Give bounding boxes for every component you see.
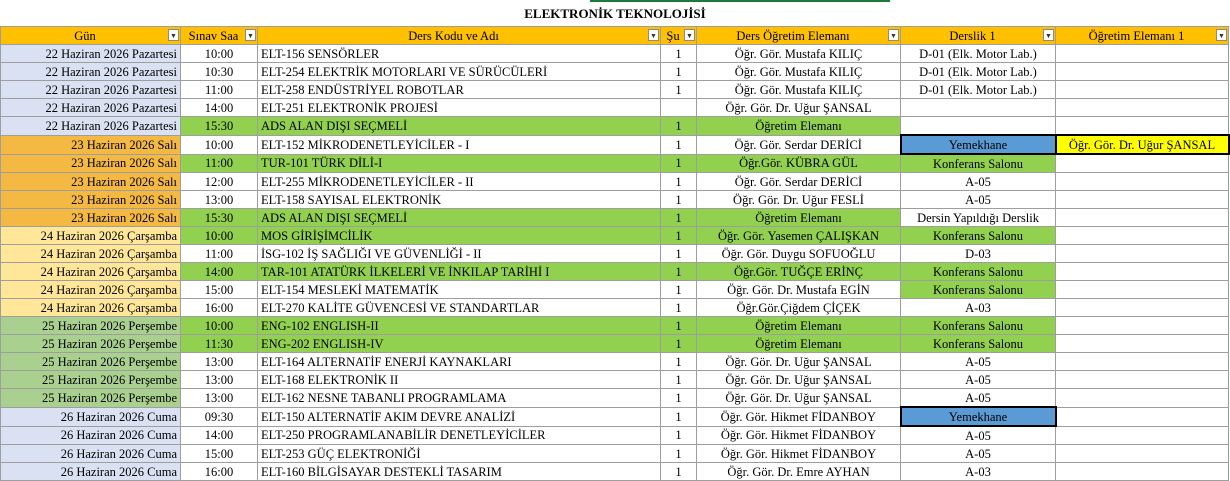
- table-row: [1, 463, 1229, 481]
- header-extra-label: Öğretim Elemanı 1: [1088, 28, 1185, 43]
- extra-cell[interactable]: [1056, 81, 1229, 99]
- date-cell[interactable]: 25 Haziran 2026 Perşembe: [1, 335, 181, 353]
- room-cell[interactable]: D-01 (Elk. Motor Lab.): [901, 81, 1056, 99]
- room-cell[interactable]: Konferans Salonu: [901, 335, 1056, 353]
- date-cell[interactable]: 24 Haziran 2026 Çarşamba: [1, 227, 181, 245]
- table-row: [1, 81, 1229, 99]
- date-cell[interactable]: 26 Haziran 2026 Cuma: [1, 445, 181, 463]
- extra-cell[interactable]: [1056, 389, 1229, 408]
- date-cell[interactable]: 25 Haziran 2026 Perşembe: [1, 353, 181, 371]
- course-cell[interactable]: ELT-164 ALTERNATİF ENERJİ KAYNAKLARI: [258, 353, 661, 371]
- time-cell[interactable]: 15:30: [181, 117, 258, 136]
- course-cell[interactable]: ADS ALAN DIŞI SEÇMELİ: [258, 209, 661, 227]
- header-row: [1, 27, 1229, 45]
- sube-cell[interactable]: [661, 99, 697, 117]
- table-row: [1, 209, 1229, 227]
- course-cell[interactable]: ELT-158 SAYISAL ELEKTRONİK: [258, 191, 661, 209]
- sube-cell[interactable]: 1: [661, 135, 697, 154]
- time-cell[interactable]: 11:00: [181, 154, 258, 173]
- date-cell[interactable]: 25 Haziran 2026 Perşembe: [1, 371, 181, 389]
- time-cell[interactable]: 10:00: [181, 227, 258, 245]
- time-cell[interactable]: 15:00: [181, 445, 258, 463]
- exam-schedule-table: [0, 26, 1230, 481]
- sube-cell[interactable]: 1: [661, 389, 697, 408]
- extra-cell[interactable]: [1056, 371, 1229, 389]
- extra-cell[interactable]: [1056, 245, 1229, 263]
- header-course-label: Ders Kodu ve Adı: [408, 28, 499, 43]
- time-cell[interactable]: 13:00: [181, 353, 258, 371]
- filter-dropdown-icon[interactable]: ▼: [684, 29, 695, 41]
- header-teacher-label: Ders Öğretim Elemanı: [736, 28, 850, 43]
- course-cell[interactable]: İSG-102 İŞ SAĞLIĞI VE GÜVENLİĞİ - II: [258, 245, 661, 263]
- course-cell[interactable]: ELT-154 MESLEKİ MATEMATİK: [258, 281, 661, 299]
- room-cell[interactable]: D-01 (Elk. Motor Lab.): [901, 45, 1056, 63]
- time-cell[interactable]: 14:00: [181, 426, 258, 445]
- sube-cell[interactable]: 1: [661, 371, 697, 389]
- room-cell[interactable]: A-05: [901, 173, 1056, 191]
- sheet-title: ELEKTRONİK TEKNOLOJİSİ: [524, 6, 706, 21]
- sube-cell[interactable]: 1: [661, 335, 697, 353]
- sube-cell[interactable]: 1: [661, 191, 697, 209]
- room-cell[interactable]: Yemekhane: [901, 407, 1056, 426]
- table-row: [1, 99, 1229, 117]
- table-row: [1, 191, 1229, 209]
- table-row: [1, 353, 1229, 371]
- time-cell[interactable]: 09:30: [181, 407, 258, 426]
- teacher-cell[interactable]: Öğr. Gör. Serdar DERİCİ: [697, 173, 901, 191]
- teacher-cell[interactable]: Öğr.Gör.Çiğdem ÇİÇEK: [697, 299, 901, 317]
- teacher-cell[interactable]: Öğretim Elemanı: [697, 209, 901, 227]
- sube-cell[interactable]: 1: [661, 63, 697, 81]
- sube-cell[interactable]: 1: [661, 117, 697, 136]
- room-cell[interactable]: A-05: [901, 389, 1056, 408]
- header-room-label: Derslik 1: [949, 28, 996, 43]
- course-cell[interactable]: ADS ALAN DIŞI SEÇMELİ: [258, 117, 661, 136]
- time-cell[interactable]: 14:00: [181, 263, 258, 281]
- teacher-cell[interactable]: Öğr. Gör. Dr. Uğur FESLİ: [697, 191, 901, 209]
- course-cell[interactable]: ELT-162 NESNE TABANLI PROGRAMLAMA: [258, 389, 661, 408]
- time-cell[interactable]: 12:00: [181, 173, 258, 191]
- date-cell[interactable]: 26 Haziran 2026 Cuma: [1, 463, 181, 481]
- table-row: [1, 245, 1229, 263]
- course-cell[interactable]: ENG-202 ENGLISH-IV: [258, 335, 661, 353]
- course-cell[interactable]: ELT-254 ELEKTRİK MOTORLARI VE SÜRÜCÜLERİ: [258, 63, 661, 81]
- header-extra-cell[interactable]: [1056, 27, 1229, 45]
- table-row: [1, 227, 1229, 245]
- table-row: [1, 317, 1229, 335]
- filter-dropdown-icon[interactable]: ▼: [1043, 29, 1054, 41]
- sube-cell[interactable]: 1: [661, 45, 697, 63]
- header-date-cell[interactable]: [1, 27, 181, 45]
- course-cell[interactable]: ELT-250 PROGRAMLANABİLİR DENETLEYİCİLER: [258, 426, 661, 445]
- time-cell[interactable]: 10:00: [181, 317, 258, 335]
- sube-cell[interactable]: 1: [661, 463, 697, 481]
- extra-cell[interactable]: [1056, 227, 1229, 245]
- table-row: [1, 389, 1229, 408]
- room-cell[interactable]: Konferans Salonu: [901, 263, 1056, 281]
- teacher-cell[interactable]: Öğr. Gör. Dr. Mustafa EGİN: [697, 281, 901, 299]
- room-cell[interactable]: A-03: [901, 463, 1056, 481]
- table-row: [1, 263, 1229, 281]
- date-cell[interactable]: 26 Haziran 2026 Cuma: [1, 426, 181, 445]
- course-cell[interactable]: ELT-160 BİLGİSAYAR DESTEKLİ TASARIM: [258, 463, 661, 481]
- extra-cell[interactable]: Öğr. Gör. Dr. Uğur ŞANSAL: [1056, 135, 1229, 154]
- extra-cell[interactable]: [1056, 263, 1229, 281]
- date-cell[interactable]: 24 Haziran 2026 Çarşamba: [1, 263, 181, 281]
- extra-cell[interactable]: [1056, 191, 1229, 209]
- teacher-cell[interactable]: Öğr. Gör. Dr. Uğur ŞANSAL: [697, 389, 901, 408]
- date-cell[interactable]: 23 Haziran 2026 Salı: [1, 135, 181, 154]
- room-cell[interactable]: A-05: [901, 445, 1056, 463]
- extra-cell[interactable]: [1056, 426, 1229, 445]
- time-cell[interactable]: 13:00: [181, 191, 258, 209]
- course-cell[interactable]: ELT-251 ELEKTRONİK PROJESİ: [258, 99, 661, 117]
- extra-cell[interactable]: [1056, 353, 1229, 371]
- room-cell[interactable]: D-03: [901, 245, 1056, 263]
- header-sube-cell[interactable]: [661, 27, 697, 45]
- date-cell[interactable]: 23 Haziran 2026 Salı: [1, 191, 181, 209]
- extra-cell[interactable]: [1056, 63, 1229, 81]
- header-time-label: Sınav Saa: [188, 28, 239, 43]
- sube-cell[interactable]: 1: [661, 281, 697, 299]
- time-cell[interactable]: 10:00: [181, 45, 258, 63]
- extra-cell[interactable]: [1056, 407, 1229, 426]
- time-cell[interactable]: 11:00: [181, 245, 258, 263]
- teacher-cell[interactable]: Öğretim Elemanı: [697, 117, 901, 136]
- header-time-cell[interactable]: [181, 27, 258, 45]
- table-row: [1, 135, 1229, 154]
- extra-cell[interactable]: [1056, 117, 1229, 136]
- time-cell[interactable]: 13:00: [181, 389, 258, 408]
- table-row: [1, 45, 1229, 63]
- sube-cell[interactable]: 1: [661, 353, 697, 371]
- date-cell[interactable]: 22 Haziran 2026 Pazartesi: [1, 63, 181, 81]
- header-teacher-cell[interactable]: [697, 27, 901, 45]
- course-cell[interactable]: ELT-152 MİKRODENETLEYİCİLER - I: [258, 135, 661, 154]
- sube-cell[interactable]: 1: [661, 227, 697, 245]
- date-cell[interactable]: 24 Haziran 2026 Çarşamba: [1, 281, 181, 299]
- teacher-cell[interactable]: Öğr. Gör. Mustafa KILIÇ: [697, 45, 901, 63]
- date-cell[interactable]: 22 Haziran 2026 Pazartesi: [1, 117, 181, 136]
- date-cell[interactable]: 22 Haziran 2026 Pazartesi: [1, 45, 181, 63]
- course-cell[interactable]: ELT-253 GÜÇ ELEKTRONİĞİ: [258, 445, 661, 463]
- room-cell[interactable]: [901, 99, 1056, 117]
- room-cell[interactable]: Konferans Salonu: [901, 317, 1056, 335]
- room-cell[interactable]: Dersin Yapıldığı Derslik: [901, 209, 1056, 227]
- teacher-cell[interactable]: Öğretim Elemanı: [697, 317, 901, 335]
- date-cell[interactable]: 23 Haziran 2026 Salı: [1, 209, 181, 227]
- extra-cell[interactable]: [1056, 445, 1229, 463]
- sube-cell[interactable]: 1: [661, 426, 697, 445]
- table-row: [1, 63, 1229, 81]
- course-cell[interactable]: TAR-101 ATATÜRK İLKELERİ VE İNKILAP TARİHİ I: [258, 263, 661, 281]
- teacher-cell[interactable]: Öğr.Gör. KÜBRA GÜL: [697, 154, 901, 173]
- teacher-cell[interactable]: Öğr. Gör. Dr. Uğur ŞANSAL: [697, 99, 901, 117]
- extra-cell[interactable]: [1056, 45, 1229, 63]
- room-cell[interactable]: Konferans Salonu: [901, 227, 1056, 245]
- room-cell[interactable]: A-05: [901, 191, 1056, 209]
- course-cell[interactable]: ELT-168 ELEKTRONİK II: [258, 371, 661, 389]
- sube-cell[interactable]: 1: [661, 173, 697, 191]
- table-row: [1, 445, 1229, 463]
- teacher-cell[interactable]: Öğr. Gör. Mustafa KILIÇ: [697, 63, 901, 81]
- teacher-cell[interactable]: Öğr. Gör. Mustafa KILIÇ: [697, 81, 901, 99]
- table-row: [1, 281, 1229, 299]
- filter-dropdown-icon[interactable]: ▼: [245, 29, 256, 41]
- sube-cell[interactable]: 1: [661, 299, 697, 317]
- teacher-cell[interactable]: Öğr. Gör. Hikmet FİDANBOY: [697, 445, 901, 463]
- course-cell[interactable]: TUR-101 TÜRK DİLİ-I: [258, 154, 661, 173]
- table-row: [1, 335, 1229, 353]
- filter-dropdown-icon[interactable]: ▼: [648, 29, 659, 41]
- table-row: [1, 426, 1229, 445]
- room-cell[interactable]: A-05: [901, 353, 1056, 371]
- teacher-cell[interactable]: Öğr. Gör. Yasemen ÇALIŞKAN: [697, 227, 901, 245]
- teacher-cell[interactable]: Öğr. Gör. Hikmet FİDANBOY: [697, 407, 901, 426]
- sube-cell[interactable]: 1: [661, 154, 697, 173]
- room-cell[interactable]: D-01 (Elk. Motor Lab.): [901, 63, 1056, 81]
- header-course-cell[interactable]: [258, 27, 661, 45]
- extra-cell[interactable]: [1056, 299, 1229, 317]
- time-cell[interactable]: 14:00: [181, 99, 258, 117]
- date-cell[interactable]: 25 Haziran 2026 Perşembe: [1, 389, 181, 408]
- extra-cell[interactable]: [1056, 335, 1229, 353]
- teacher-cell[interactable]: Öğr. Gör. Serdar DERİCİ: [697, 135, 901, 154]
- filter-dropdown-icon[interactable]: ▼: [1216, 29, 1227, 41]
- sube-cell[interactable]: 1: [661, 407, 697, 426]
- filter-dropdown-icon[interactable]: ▼: [168, 29, 179, 41]
- date-cell[interactable]: 24 Haziran 2026 Çarşamba: [1, 299, 181, 317]
- table-row: [1, 154, 1229, 173]
- time-cell[interactable]: 11:00: [181, 81, 258, 99]
- sube-cell[interactable]: 1: [661, 445, 697, 463]
- room-cell[interactable]: A-05: [901, 426, 1056, 445]
- time-cell[interactable]: 13:00: [181, 371, 258, 389]
- extra-cell[interactable]: [1056, 281, 1229, 299]
- time-cell[interactable]: 10:30: [181, 63, 258, 81]
- extra-cell[interactable]: [1056, 173, 1229, 191]
- sube-cell[interactable]: 1: [661, 263, 697, 281]
- room-cell[interactable]: A-05: [901, 371, 1056, 389]
- date-cell[interactable]: 22 Haziran 2026 Pazartesi: [1, 81, 181, 99]
- course-cell[interactable]: ENG-102 ENGLISH-II: [258, 317, 661, 335]
- time-cell[interactable]: 10:00: [181, 135, 258, 154]
- header-room-cell[interactable]: [901, 27, 1056, 45]
- header-sube-label: Şu: [666, 28, 680, 43]
- teacher-cell[interactable]: Öğr. Gör. Dr. Uğur ŞANSAL: [697, 371, 901, 389]
- course-cell[interactable]: ELT-255 MİKRODENETLEYİCİLER - II: [258, 173, 661, 191]
- extra-cell[interactable]: [1056, 154, 1229, 173]
- course-cell[interactable]: ELT-150 ALTERNATİF AKIM DEVRE ANALİZİ: [258, 407, 661, 426]
- table-row: [1, 371, 1229, 389]
- time-cell[interactable]: 11:30: [181, 335, 258, 353]
- room-cell[interactable]: Konferans Salonu: [901, 281, 1056, 299]
- room-cell[interactable]: Konferans Salonu: [901, 154, 1056, 173]
- room-cell[interactable]: A-03: [901, 299, 1056, 317]
- course-cell[interactable]: ELT-258 ENDÜSTRİYEL ROBOTLAR: [258, 81, 661, 99]
- header-date-label: Gün: [74, 28, 96, 43]
- sube-cell[interactable]: 1: [661, 81, 697, 99]
- date-cell[interactable]: 23 Haziran 2026 Salı: [1, 173, 181, 191]
- teacher-cell[interactable]: Öğr. Gör. Dr. Uğur ŞANSAL: [697, 353, 901, 371]
- teacher-cell[interactable]: Öğr. Gör. Duygu SOFUOĞLU: [697, 245, 901, 263]
- time-cell[interactable]: 15:30: [181, 209, 258, 227]
- extra-cell[interactable]: [1056, 317, 1229, 335]
- extra-cell[interactable]: [1056, 209, 1229, 227]
- date-cell[interactable]: 23 Haziran 2026 Salı: [1, 154, 181, 173]
- date-cell[interactable]: 26 Haziran 2026 Cuma: [1, 407, 181, 426]
- teacher-cell[interactable]: Öğr. Gör. Dr. Emre AYHAN: [697, 463, 901, 481]
- sube-cell[interactable]: 1: [661, 317, 697, 335]
- time-cell[interactable]: 15:00: [181, 281, 258, 299]
- table-row: [1, 407, 1229, 426]
- course-cell[interactable]: ELT-156 SENSÖRLER: [258, 45, 661, 63]
- table-row: [1, 173, 1229, 191]
- table-row: [1, 299, 1229, 317]
- sube-cell[interactable]: 1: [661, 245, 697, 263]
- room-cell[interactable]: [901, 117, 1056, 136]
- time-cell[interactable]: 16:00: [181, 463, 258, 481]
- sube-cell[interactable]: 1: [661, 209, 697, 227]
- course-cell[interactable]: ELT-270 KALİTE GÜVENCESİ VE STANDARTLAR: [258, 299, 661, 317]
- date-cell[interactable]: 25 Haziran 2026 Perşembe: [1, 317, 181, 335]
- room-cell[interactable]: Yemekhane: [901, 135, 1056, 154]
- teacher-cell[interactable]: Öğretim Elemanı: [697, 335, 901, 353]
- table-row: [1, 117, 1229, 136]
- date-cell[interactable]: 22 Haziran 2026 Pazartesi: [1, 99, 181, 117]
- date-cell[interactable]: 24 Haziran 2026 Çarşamba: [1, 245, 181, 263]
- extra-cell[interactable]: [1056, 99, 1229, 117]
- teacher-cell[interactable]: Öğr. Gör. Hikmet FİDANBOY: [697, 426, 901, 445]
- extra-cell[interactable]: [1056, 463, 1229, 481]
- filter-dropdown-icon[interactable]: ▼: [888, 29, 899, 41]
- course-cell[interactable]: MOS GİRİŞİMCİLİK: [258, 227, 661, 245]
- teacher-cell[interactable]: Öğr.Gör. TUĞÇE ERİNÇ: [697, 263, 901, 281]
- time-cell[interactable]: 16:00: [181, 299, 258, 317]
